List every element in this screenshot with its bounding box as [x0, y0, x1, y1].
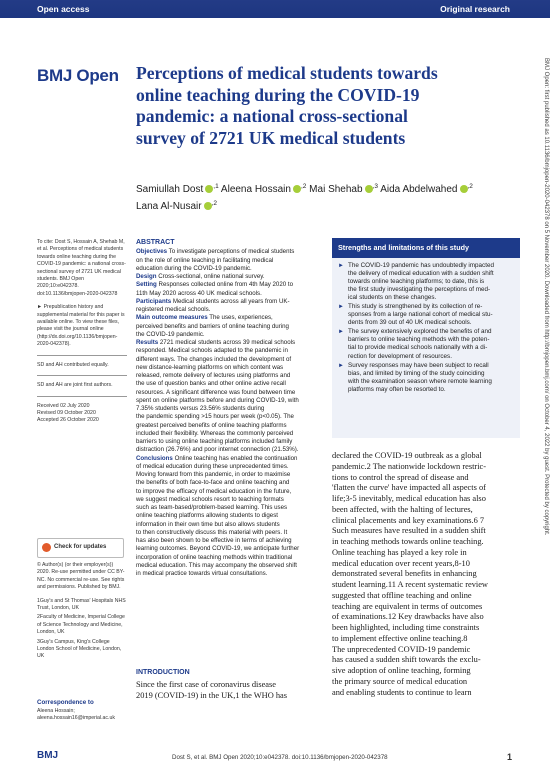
abstract-line: to then constructively discuss this material with peers. It [136, 528, 288, 536]
header-bar [0, 0, 550, 18]
footer-logo: BMJ [37, 750, 59, 761]
text-line: been highlighted, including time constraints [332, 623, 480, 632]
abstract-line: learning outcomes. Beyond COVID-19, we anticipate further [136, 545, 300, 553]
abstract-line: in medical practice towards virtual consultations. [136, 570, 268, 577]
abstract-line: on the role of online teaching in facilitating medical [136, 256, 274, 264]
author-name[interactable]: Samiullah Dost [136, 184, 204, 195]
orcid-icon[interactable] [204, 202, 212, 210]
body-text-right-column [332, 451, 520, 698]
text-line: the primary source of medical education [332, 676, 468, 686]
strength-line: The survey extensively explored the benefits of and [348, 328, 492, 336]
check-for-updates-button[interactable] [37, 538, 124, 558]
strength-item [338, 362, 514, 394]
orcid-icon[interactable] [293, 185, 301, 193]
journal-logo: BMJ Open [37, 66, 119, 85]
strength-item [338, 328, 514, 360]
affiliation-number: ,2 [300, 183, 307, 190]
abstract-line: greatest perceived benefits of online teaching platforms [136, 421, 287, 429]
text-line: suggested that offline teaching and online [332, 590, 472, 600]
abstract-line: Main outcome measures The uses, experiences, [136, 314, 273, 322]
author-name[interactable]: Mai Shehab [309, 184, 363, 195]
abstract-line: new distance-learning platforms on which content was [136, 363, 284, 371]
introduction-heading: INTRODUCTION [136, 669, 190, 676]
abstract-line: to improve the efficacy of medical education in the future, [136, 487, 292, 495]
strength-item [338, 303, 514, 327]
text-line: to implement effective online teaching.8 [332, 633, 468, 643]
text-line: student learning.11 A recent systematic review [332, 580, 488, 589]
author-list [136, 180, 516, 214]
open-access-label: Open access [37, 4, 90, 14]
author-name[interactable]: Lana Al-Nusair [136, 201, 202, 212]
abstract-line: Setting Responses collected online from 4th May 2020 to [136, 281, 294, 289]
abstract-line: the use of question banks and other online active recall [136, 380, 286, 388]
footer [0, 752, 550, 766]
strength-line: the delivery of medical education with a sudden shift [348, 270, 494, 278]
strength-line: ical students on these changes. [348, 294, 437, 302]
introduction-text [136, 680, 324, 701]
vertical-note-text: BMJ Open: first published as 10.1136/bmjopen-2020-042378 on 5 November 2020. Downloaded from http://bmjopen.bmj.com/ on October 4, 2022 by guest. Protected by copyright. [543, 58, 549, 536]
strength-line: Survey responses may have been subject to recall [348, 361, 489, 369]
page-number: 1 [507, 752, 513, 762]
strengths-list [332, 258, 520, 394]
abstract-line: distraction (26.76%) and poor internet connection (21.53%). [136, 446, 299, 454]
bullet-icon: ► [338, 362, 344, 369]
article-type-label: Original research [440, 4, 510, 14]
abstract-line: Moving forward from this pandemic, in order to maximise [136, 471, 291, 478]
abstract-line: education during the COVID-19 pandemic. [136, 264, 252, 272]
divider [37, 396, 127, 397]
abstract-line: Participants Medical students across all years from UK- [136, 297, 290, 305]
abstract-line: the pandemic spending >15 hours per week (p<0.05). The [136, 413, 294, 421]
author-name[interactable]: Aida Abdelwahed [380, 184, 458, 195]
strengths-limitations-box [332, 238, 520, 438]
abstract-line: we suggest medical schools resort to teaching formats [136, 495, 284, 503]
strength-item [338, 262, 514, 302]
strength-line: sponses from a large national cohort of medical stu- [348, 311, 493, 319]
abstract-line: incorporation of online teaching methods within traditional [136, 553, 293, 561]
title-line: online teaching during the COVID-19 [136, 84, 420, 105]
bullet-icon: ► [338, 304, 344, 311]
text-line: clinical placements and key examinations.6 7 [332, 515, 485, 525]
title-line: pandemic: a national cross-sectional [136, 106, 408, 126]
abstract-line: 7.35% students versus 23.56% students during [136, 405, 265, 412]
abstract-line: of medical education during these unprecedented times. [136, 462, 289, 470]
text-line: and enabling students to continue to learn [332, 687, 472, 697]
strength-line: platforms may often be resorted to. [348, 385, 446, 393]
text-line: pandemic.2 The nationwide lockdown restric- [332, 461, 487, 471]
license-note: © Author(s) (or their employer(s)) 2020. Re-use permitted under CC BY-NC. No commercial re-use. See rights and permissions. Published by BMJ. [37, 562, 125, 591]
abstract-line: the benefits of both face-to-face and online teaching and [136, 479, 290, 487]
correspondence-heading: Correspondence to [37, 699, 94, 706]
abstract-line: has also been shown to be effective in terms of achieving [136, 537, 292, 544]
abstract-line: Conclusions Online teaching has enabled the continuation [136, 454, 298, 462]
correspondence-email[interactable]: aleena.hossain16@imperial.ac.uk [37, 715, 115, 722]
affiliation-number: ,1 [213, 183, 219, 190]
article-title [136, 63, 506, 149]
strength-line: the first study investigating the perceptions of med- [348, 286, 491, 294]
abstract-line: Objectives To investigate perceptions of medical students [136, 248, 295, 256]
correspondence [37, 708, 127, 722]
strength-line: This study is strengthened by its collection of re- [348, 303, 483, 311]
abstract-line: different ways. The changes included the development of [136, 355, 292, 363]
abstract-line: information in their own time but also allows students [136, 520, 280, 528]
abstract-line: registered medical schools. [136, 306, 211, 313]
abstract-line: Results 2721 medical students across 39 medical schools [136, 339, 296, 346]
abstract-line: 11th May 2020 across 40 UK medical schools. [136, 289, 262, 297]
affiliation-number: ,3 [372, 183, 378, 190]
bullet-icon: ► [338, 263, 344, 269]
sidebar-license [37, 562, 127, 667]
text-line: been affected, with the halting of lectures, [332, 504, 473, 514]
strength-line: bias, and limited by timing of the study coinciding [348, 369, 485, 377]
title-line: survey of 2721 UK medical students [136, 127, 406, 148]
sidebar [37, 239, 127, 431]
abstract-line: the COVID-19 pandemic. [136, 330, 205, 338]
check-for-updates-label: Check for updates [54, 544, 107, 550]
abstract-line: online teaching platforms allowing students to digest [136, 512, 279, 520]
affiliation-number: ,2 [211, 200, 218, 207]
text-line: Such measures have resulted in a sudden shift [332, 526, 486, 536]
revised-date: Revised 09 October 2020 [37, 409, 96, 416]
vertical-download-note [541, 60, 550, 760]
abstract-line: resources. A significant difference was found between time [136, 388, 296, 396]
abstract-line: included their flexibility. Whereas the commonly perceived [136, 429, 294, 437]
bullet-icon: ► [338, 329, 344, 336]
text-line: life;3-5 inevitably, medical education has also [332, 494, 486, 503]
text-line: 2019 (COVID-19) in the UK,1 the WHO has [136, 690, 288, 700]
text-line: medical education over recent years,8-10 [332, 558, 470, 568]
text-line: declared the COVID-19 outbreak as a global [332, 451, 482, 460]
abstract-line: spent on online platforms before and during COVID-19, with [136, 396, 299, 404]
text-line: tions to control the spread of disease and [332, 472, 469, 482]
affiliation: 3Guy's Campus, King's College London School of Medicine, London, UK [37, 638, 122, 660]
strength-line: dents from 39 out of 40 UK medical schools. [348, 319, 472, 327]
strength-line: The COVID-19 pandemic has undoubtedly impacted [348, 262, 494, 269]
accepted-date: Accepted 26 October 2020 [37, 417, 99, 424]
divider [37, 375, 127, 376]
orcid-icon[interactable] [460, 185, 468, 193]
text-line: sive adoption of online teaching, forming [332, 666, 471, 675]
received-date: Received 02 July 2020 [37, 402, 90, 409]
text-line: The unprecedented COVID-19 pandemic [332, 644, 471, 654]
strength-line: tial to provide medical schools nationally with a di- [348, 344, 488, 352]
contribution-note: SD and AH contributed equally. [37, 361, 109, 368]
author-line [136, 197, 516, 214]
text-line: Online teaching has played a key role in [332, 547, 467, 557]
citation-note: To cite: Dost S, Hossain A, Shehab M, et al. Perceptions of medical students towards online teaching during the COVID-19 pandemic: a national cross-sectional survey of 2721 UK medical students. BMJ Open 2020;10:e042378. doi:10.1136/bmjopen-2020-042378 [37, 239, 126, 297]
update-icon [42, 543, 51, 552]
author-name[interactable]: Aleena Hossain [220, 184, 291, 195]
abstract-line: Design Cross-sectional, online national survey. [136, 273, 265, 280]
strengths-heading: Strengths and limitations of this study [332, 238, 520, 258]
text-line: teaching are equivalent in terms of outcomes [332, 601, 483, 611]
footer-citation: Dost S, et al. BMJ Open 2020;10:e042378. doi:10.1136/bmjopen-2020-042378 [172, 754, 388, 761]
abstract [136, 239, 324, 578]
text-line: of examinations.12 Key drawbacks have also [332, 612, 484, 622]
abstract-line: medical education. This may accompany the observed shift [136, 561, 297, 569]
divider [37, 355, 127, 356]
title-line: Perceptions of medical students towards [136, 63, 438, 83]
abstract-line: barriers to using online teaching platforms included family [136, 438, 293, 445]
affiliation-number: ,2 [467, 183, 473, 190]
abstract-line: such as team-based/problem-based learning. This uses [136, 504, 288, 511]
contribution-note: SD and AH are joint first authors. [37, 382, 113, 389]
prepublication-note[interactable]: ► Prepublication history and supplemental material for this paper is available online. To view these files, please visit the journal online (http://dx.doi.org/10.1136/bmjopen-2020-042378). [37, 304, 125, 348]
strength-line: barriers to online teaching methods with the poten- [348, 336, 490, 344]
abstract-heading: ABSTRACT [136, 239, 175, 246]
text-line: has caused a sudden shift towards the exclu- [332, 655, 481, 665]
strength-line: with the examination season where remote learning [348, 377, 492, 385]
correspondence-name: Aleena Hossain; [37, 708, 75, 714]
affiliation: 1Guy's and St Thomas' Hospitals NHS Trust, London, UK [37, 597, 126, 612]
text-line: 'flatten the curve' have impacted all aspects of [332, 483, 486, 493]
text-line: demonstrated several benefits in enhancing [332, 569, 477, 579]
text-line: Since the first case of coronavirus disease [136, 680, 276, 689]
abstract-line: perceived benefits and barriers of online teaching during [136, 322, 289, 330]
abstract-line: responded. Medical schools adapted to the pandemic in [136, 347, 288, 355]
text-line: in teaching methods towards online teaching. [332, 537, 484, 546]
affiliation: 2Faculty of Medicine, Imperial College of Science Technology and Medicine, London, UK [37, 614, 125, 636]
abstract-line: released, remote delivery of lectures using platforms and [136, 372, 291, 379]
strength-line: towards online teaching platforms; to date, this is [348, 278, 485, 286]
strength-line: rection for development of resources. [348, 352, 452, 360]
orcid-icon[interactable] [365, 185, 373, 193]
author-line [136, 180, 516, 197]
